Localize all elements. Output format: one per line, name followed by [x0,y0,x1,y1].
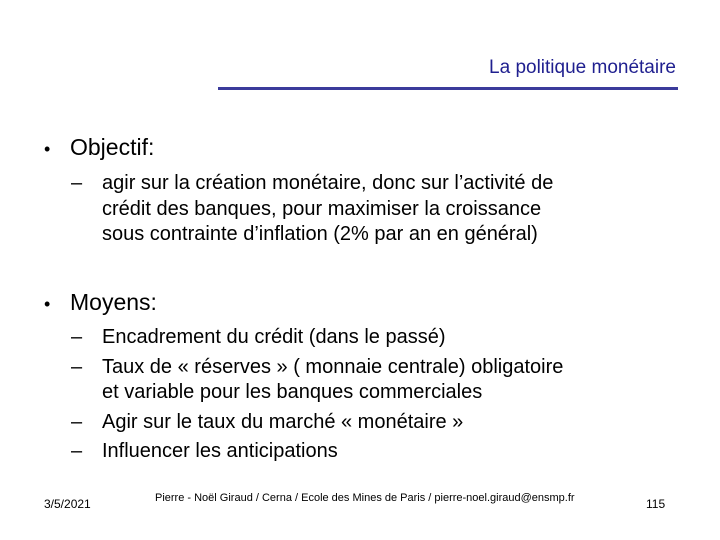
sub-item [71,410,691,436]
dash-icon: – [71,410,83,433]
dash-icon: – [71,440,83,462]
title-underline [218,87,678,90]
footer-date: 3/5/2021 [44,497,91,511]
sub-item-line: Influencer les anticipations [102,440,338,462]
dash-icon: – [71,172,83,194]
bullet-icon: • [44,139,51,159]
sub-item-line: agir sur la création monétaire, donc sur l’activité de [102,172,554,194]
sub-item-line: Agir sur le taux du marché « monétaire » [102,410,464,433]
section-heading: Moyens: [70,289,157,315]
sub-item [71,439,691,465]
page-number: 115 [646,497,666,511]
sub-item [71,325,691,351]
sub-item-line: Encadrement du crédit (dans le passé) [102,326,446,348]
sub-item-line: Taux de « réserves » ( monnaie centrale) obligatoire [102,355,564,378]
bullet-icon: • [44,294,51,314]
sub-item-line: et variable pour les banques commerciales [102,381,483,403]
sub-item [71,355,691,406]
section-heading: Objectif: [70,134,155,160]
sub-item-line: crédit des banques, pour maximiser la croissance [102,197,542,220]
sub-item-line: sous contrainte d’inflation (2% par an en général) [102,223,538,245]
sub-item [71,171,691,248]
dash-icon: – [71,355,83,378]
dash-icon: – [71,326,83,348]
footer-credit: Pierre - Noël Giraud / Cerna / Ecole des Mines de Paris / pierre-noel.giraud@ensmp.fr [155,492,575,504]
slide-title: La politique monétaire [489,57,676,78]
section-objectif [44,133,691,248]
section-moyens [44,288,691,465]
